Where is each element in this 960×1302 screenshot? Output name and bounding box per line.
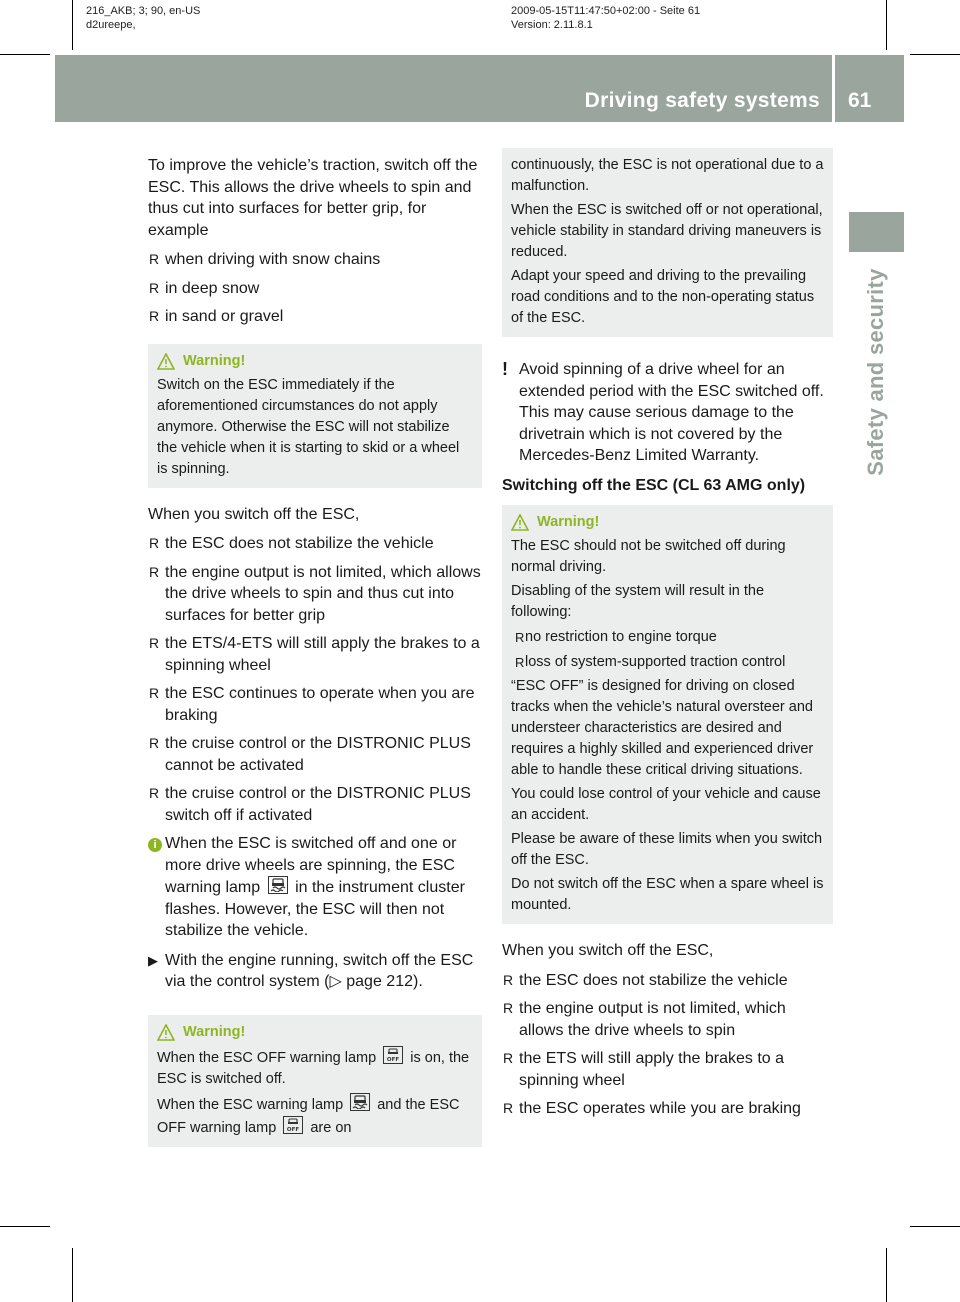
warning-text: When the ESC is switched off or not operational, vehicle stability in standard driving maneuvers is reduced. [511,202,823,260]
bullet-marker: R [503,1000,514,1016]
warning-text: Switch on the ESC immediately if the aforementioned circumstances do not apply anymore. Otherwise the ESC will not stabilize the vehicle when it is starting to skid or a wheel is spinning. [157,376,460,477]
section-title: Driving safety systems [584,89,820,112]
warning-title: Warning! [183,1023,246,1040]
list-item: R the ESC continues to operate when you are braking [149,685,475,724]
esc-warning-lamp-icon [268,876,288,894]
bullet-marker: R [149,251,160,267]
list-item: R when driving with snow chains [148,249,482,271]
warning-box-continued [502,148,833,337]
bullet-marker: R [515,655,525,670]
page-number: 61 [848,89,872,112]
paragraph: When you switch off the ESC, [502,942,714,959]
crop-mark [910,1226,960,1227]
warning-text: “ESC OFF” is designed for driving on closed tracks when the vehicle’s natural oversteer and understeer characteristics are desired and requires a highly skilled and experienced driver able to handle these critical driving situations. [511,678,814,778]
bullet-marker: R [503,1050,514,1066]
list-item: R in deep snow [148,278,482,300]
list-item: R loss of system-supported traction control [511,652,824,673]
warning-header [157,351,473,372]
warning-triangle-icon [157,1024,175,1041]
meta-line: d2ureepe, [86,19,136,31]
bullet-marker: R [149,535,160,551]
info-icon: i [148,833,162,855]
paragraph: When you switch off the ESC, [148,505,360,523]
header-separator [832,55,835,122]
crop-mark [886,1248,887,1302]
list-item: R the cruise control or the DISTRONIC PLUS switch off if activated [149,785,471,824]
list-item: R the ETS/4-ETS will still apply the brakes to a spinning wheel [149,635,480,674]
warning-text: When the ESC OFF warning lamp OFF is on, the ESC is switched off. [157,1046,473,1090]
list-item: R the ETS will still apply the brakes to a spinning wheel [503,1050,785,1089]
side-tab-marker [849,212,904,252]
warning-text: The ESC should not be switched off during normal driving. [511,538,786,575]
action-arrow-icon: ▶ [148,952,158,968]
page-reference-icon: ▷ [329,973,342,990]
bullet-marker: R [149,308,160,324]
warning-triangle-icon [511,514,529,531]
crop-mark [0,1226,50,1227]
warning-text: Do not switch off the ESC when a spare wheel is mounted. [511,876,824,913]
left-column [148,155,482,1163]
warning-text: You could lose control of your vehicle and cause an accident. [511,786,821,823]
warning-box [148,1015,482,1147]
list-item: R no restriction to engine torque [511,627,824,648]
crop-mark [886,0,887,50]
warning-box [502,505,833,924]
list-item: R the ESC operates while you are braking [502,1098,833,1120]
warning-header [511,512,824,533]
warning-text: Adapt your speed and driving to the prevailing road conditions and to the non-operating status of the ESC. [511,268,815,326]
warning-box [148,344,482,488]
esc-off-lamp-icon [283,1116,303,1134]
crop-mark [0,54,50,55]
section-heading: Switching off the ESC (CL 63 AMG only) [502,476,806,494]
warning-text: When the ESC warning lamp and the ESC OFF warning lamp OFF are on [157,1093,473,1139]
warning-triangle-icon [157,353,175,370]
warning-title: Warning! [183,352,246,369]
list-item: R the engine output is not limited, which allows the drive wheels to spin and thus cut into surfaces for better grip [149,563,481,624]
print-meta-right [511,4,700,32]
bullet-marker: R [149,563,160,580]
esc-off-lamp-icon [383,1046,403,1064]
list-item: R the cruise control or the DISTRONIC PLUS cannot be activated [149,735,471,774]
bullet-marker: R [149,735,160,751]
list-item: R the ESC does not stabilize the vehicle [502,970,833,992]
meta-line: 216_AKB; 3; 90, en-US [86,5,201,17]
warning-text: Disabling of the system will result in the following: [511,583,765,620]
bullet-marker: R [503,1100,514,1116]
bullet-marker: R [149,279,160,296]
bullet-marker: R [149,635,160,651]
bullet-marker: R [149,685,160,701]
crop-mark [72,0,73,50]
right-column [502,148,833,1127]
bullet-marker: R [149,785,160,801]
warning-header [157,1022,473,1043]
info-note: i When the ESC is switched off and one or more drive wheels are spinning, the ESC warning lamp in the instrument cluster flashes. However, the ESC will then not stabilize the vehicle. [148,833,482,942]
list-item: R the ESC does not stabilize the vehicle [148,533,482,555]
crop-mark [910,54,960,55]
meta-line: Version: 2.11.8.1 [511,19,593,31]
intro-paragraph: To improve the vehicle’s traction, switch off the ESC. This allows the drive wheels to spin and thus cut into surfaces for better grip, for example [148,157,478,239]
meta-line: 2009-05-15T11:47:50+02:00 - Seite 61 [511,5,701,17]
esc-warning-lamp-icon [350,1093,370,1111]
svg-text:OFF: OFF [287,1126,300,1132]
warning-text: continuously, the ESC is not operational due to a malfunction. [511,157,824,194]
side-tab-label: Safety and security [863,268,888,476]
warning-text: Please be aware of these limits when you switch off the ESC. [511,831,823,868]
svg-text:OFF: OFF [387,1056,400,1062]
warning-title: Warning! [537,514,600,530]
list-item: R the engine output is not limited, which allows the drive wheels to spin [503,1000,786,1039]
caution-note: ! Avoid spinning of a drive wheel for an extended period with the ESC switched off. This may cause serious damage to the drivetrain which is not covered by the Mercedes-Benz Limited Warranty. [502,359,824,464]
print-meta-left [86,4,200,32]
bullet-marker: R [515,630,525,645]
action-step: ▶ With the engine running, switch off the ESC via the control system (▷ page 212). [148,951,474,990]
crop-mark [72,1248,73,1302]
caution-icon: ! [502,359,508,379]
bullet-marker: R [503,971,514,988]
list-item: R in sand or gravel [148,306,482,328]
